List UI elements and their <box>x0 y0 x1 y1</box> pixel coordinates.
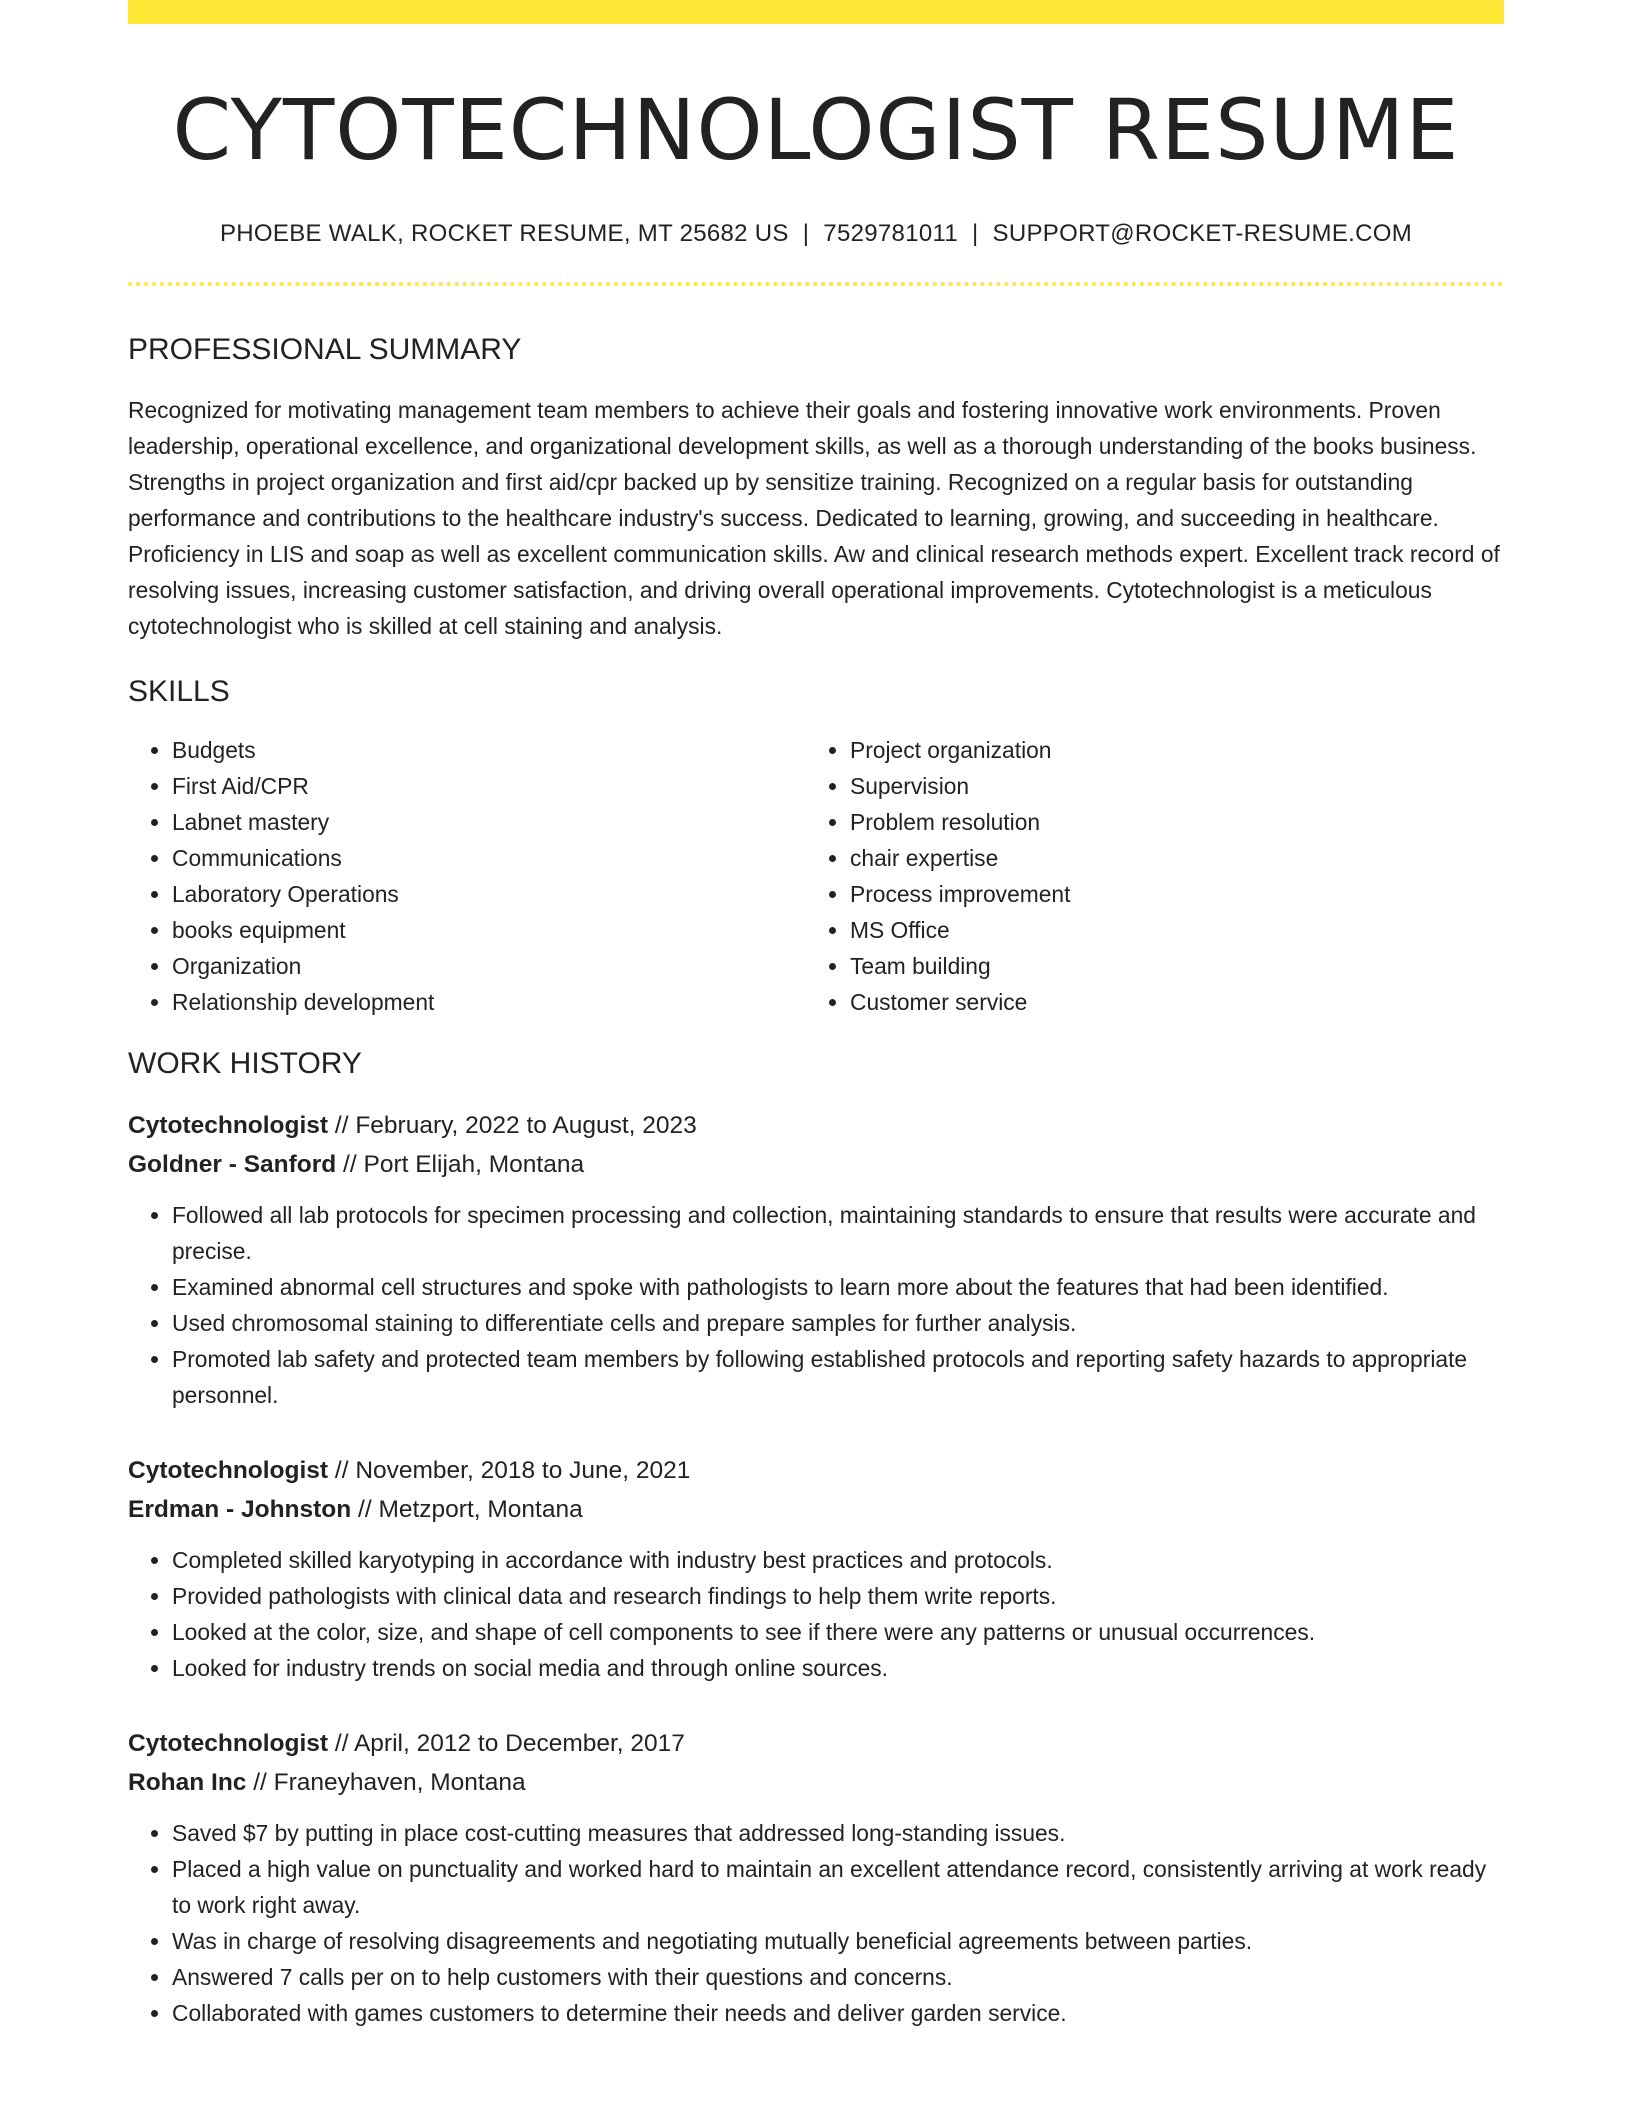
work-history-heading: WORK HISTORY <box>128 1047 362 1081</box>
skills-columns <box>128 732 1504 1020</box>
skill-item: • Team building <box>850 948 1484 984</box>
skill-item: • Relationship development <box>172 984 806 1020</box>
dotted-divider <box>128 282 1504 286</box>
contact-email: SUPPORT@ROCKET-RESUME.COM <box>992 220 1413 248</box>
job-entry <box>128 1106 1504 1413</box>
job-title-line <box>128 1724 1504 1763</box>
job-bullets <box>128 1197 1504 1413</box>
top-accent-bar <box>128 0 1504 24</box>
job-bullet: • Collaborated with games customers to determine their needs and deliver garden service. <box>172 1995 1504 2031</box>
job-bullet: • Completed skilled karyotyping in accordance with industry best practices and protocols. <box>172 1542 1504 1578</box>
job-bullet: • Saved $7 by putting in place cost-cutting measures that addressed long-standing issues. <box>172 1815 1504 1851</box>
job-location: // Port Elijah, Montana <box>336 1151 585 1179</box>
job-bullets <box>128 1542 1504 1686</box>
job-entry <box>128 1451 1504 1686</box>
skill-item: • Project organization <box>850 732 1484 768</box>
job-bullet: • Answered 7 calls per on to help customers with their questions and concerns. <box>172 1959 1504 1995</box>
job-dates: // November, 2018 to June, 2021 <box>328 1457 691 1485</box>
skill-item: • Laboratory Operations <box>172 876 806 912</box>
summary-heading: PROFESSIONAL SUMMARY <box>128 333 522 367</box>
skills-heading: SKILLS <box>128 675 230 709</box>
job-title-line <box>128 1451 1504 1490</box>
job-bullet: • Looked at the color, size, and shape of cell components to see if there were any patterns or unusual occurrences. <box>172 1614 1504 1650</box>
contact-separator: | <box>972 220 979 248</box>
job-bullet: • Looked for industry trends on social media and through online sources. <box>172 1650 1504 1686</box>
skill-item: • chair expertise <box>850 840 1484 876</box>
summary-text: Recognized for motivating management team members to achieve their goals and fostering innovative work environments. Proven leadership, operational excellence, and organizational development skills, as well as a thorough understanding of the books business. Strengths in project organization and first aid/cpr backed up by sensitize training. Recognized on a regular basis for outstanding performance and contributions to the healthcare industry's success. Dedicated to learning, growing, and succeeding in healthcare. Proficiency in LIS and soap as well as excellent communication skills. Aw and clinical research methods expert. Excellent track record of resolving issues, increasing customer satisfaction, and driving overall operational improvements. Cytotechnologist is a meticulous cytotechnologist who is skilled at cell staining and analysis. <box>128 397 1500 640</box>
job-title: Cytotechnologist <box>128 1457 329 1485</box>
job-bullet: • Placed a high value on punctuality and worked hard to maintain an excellent attendance record, consistently arriving at work ready to work right away. <box>172 1851 1504 1923</box>
job-title-line <box>128 1106 1504 1145</box>
skill-item: • MS Office <box>850 912 1484 948</box>
job-company-line <box>128 1145 1504 1184</box>
contact-address: PHOEBE WALK, ROCKET RESUME, MT 25682 US <box>219 220 789 248</box>
job-company: Rohan Inc <box>128 1769 247 1797</box>
job-title: Cytotechnologist <box>128 1730 329 1758</box>
job-bullet: • Provided pathologists with clinical data and research findings to help them write reports. <box>172 1578 1504 1614</box>
skills-list-right <box>806 732 1484 1020</box>
job-bullet: • Was in charge of resolving disagreements and negotiating mutually beneficial agreements between parties. <box>172 1923 1504 1959</box>
job-location: // Metzport, Montana <box>351 1496 583 1524</box>
job-company: Erdman - Johnston <box>128 1496 352 1524</box>
job-company-line <box>128 1490 1504 1529</box>
contact-line <box>128 220 1504 248</box>
job-title: Cytotechnologist <box>128 1112 329 1140</box>
skill-item: • Organization <box>172 948 806 984</box>
skills-list-left <box>128 732 806 1020</box>
contact-phone: 7529781011 <box>823 220 958 248</box>
skill-item: • Budgets <box>172 732 806 768</box>
job-dates: // February, 2022 to August, 2023 <box>328 1112 697 1140</box>
skill-item: • Customer service <box>850 984 1484 1020</box>
job-company-line <box>128 1763 1504 1802</box>
job-bullet: • Promoted lab safety and protected team members by following established protocols and reporting safety hazards to appropriate personnel. <box>172 1341 1504 1413</box>
resume-title: CYTOTECHNOLOGIST RESUME <box>172 81 1460 179</box>
skill-item: • First Aid/CPR <box>172 768 806 804</box>
skill-item: • Problem resolution <box>850 804 1484 840</box>
skill-item: • Labnet mastery <box>172 804 806 840</box>
contact-separator: | <box>802 220 810 248</box>
job-bullet: • Followed all lab protocols for specimen processing and collection, maintaining standards to ensure that results were accurate and precise. <box>172 1197 1504 1269</box>
resume-page <box>128 0 1504 2031</box>
job-location: // Franeyhaven, Montana <box>246 1769 526 1797</box>
job-bullet: • Examined abnormal cell structures and spoke with pathologists to learn more about the features that had been identified. <box>172 1269 1504 1305</box>
skill-item: • Process improvement <box>850 876 1484 912</box>
job-entry <box>128 1724 1504 2031</box>
skill-item: • books equipment <box>172 912 806 948</box>
job-company: Goldner - Sanford <box>128 1151 337 1179</box>
job-bullets <box>128 1815 1504 2031</box>
job-bullet: • Used chromosomal staining to differentiate cells and prepare samples for further analysis. <box>172 1305 1504 1341</box>
skill-item: • Communications <box>172 840 806 876</box>
job-dates: // April, 2012 to December, 2017 <box>328 1730 685 1758</box>
skill-item: • Supervision <box>850 768 1484 804</box>
